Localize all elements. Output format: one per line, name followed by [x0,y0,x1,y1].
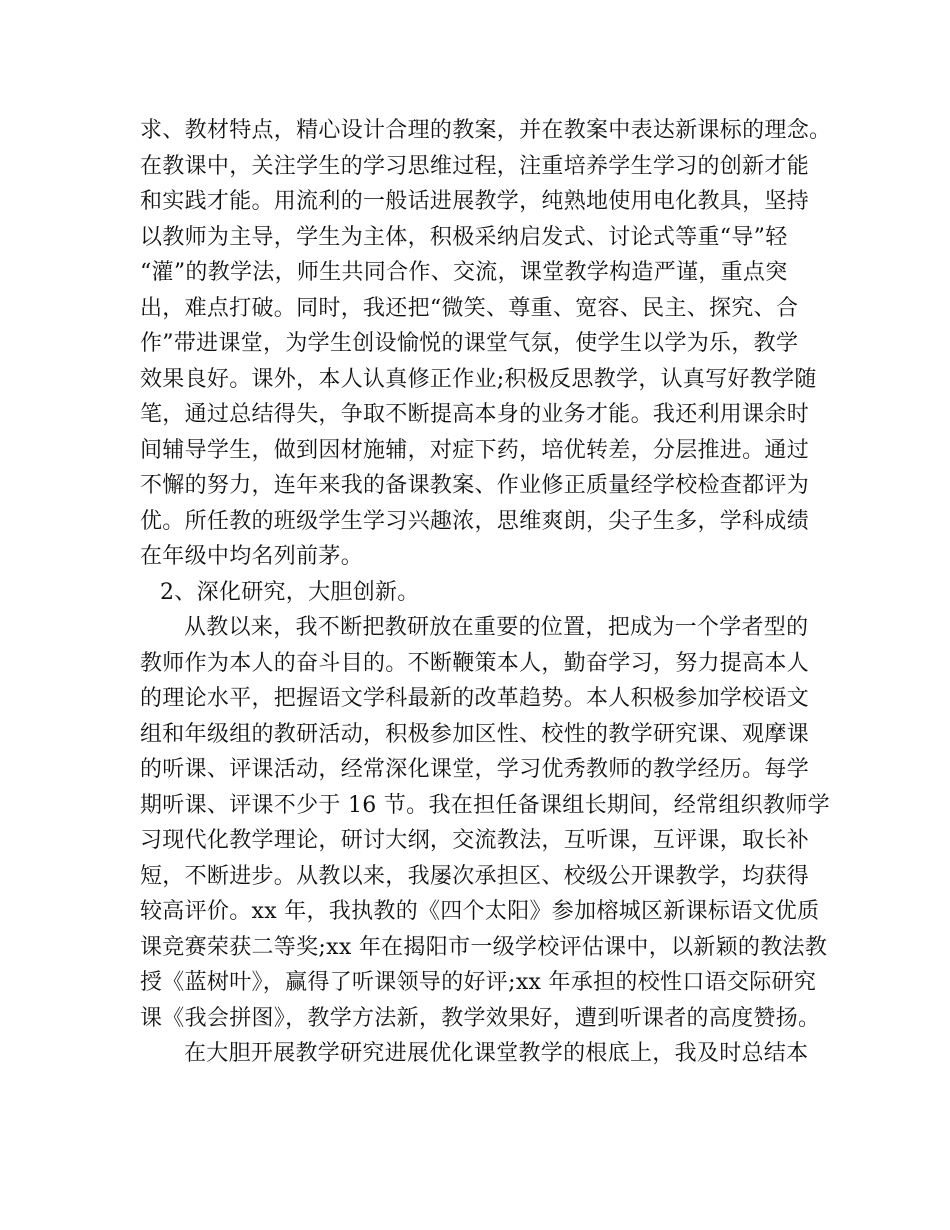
text-line: 笔，通过总结得失，争取不断提高本身的业务才能。我还利用课余时 [140,402,810,427]
text-line: 习现代化教学理论，研讨大纲，交流教法，互听课，互评课，取长补 [140,828,810,853]
text-line: 课竞赛荣获二等奖;xx 年在揭阳市一级学校评估课中，以新颖的教法教 [140,934,828,960]
text-line: 较高评价。xx 年，我执教的《四个太阳》参加榕城区新课标语文优质 [140,899,820,924]
text-line: 间辅导学生，做到因材施辅，对症下药，培优转差，分层推进。通过 [140,437,810,463]
text-line: 效果良好。课外，本人认真修正作业;积极反思教学，认真写好教学随 [140,366,817,392]
paragraph-start-line: 在大胆开展教学研究进展优化课堂教学的根底上，我及时总结本 [184,1041,809,1066]
text-line: 和实践才能。用流利的一般话进展教学，纯熟地使用电化教具，坚持 [140,189,810,214]
text-line: 在教课中，关注学生的学习思维过程，注重培养学生学习的创新才能 [140,153,810,179]
paragraph-start-line: 从教以来，我不断把教研放在重要的位置，把成为一个学者型的 [184,615,809,640]
text-line: 期听课、评课不少于 16 节。我在担任备课组长期间，经常组织教师学 [140,792,830,818]
text-line: 课《我会拼图》，教学方法新，教学效果好，遭到听课者的高度赞扬。 [140,1005,821,1031]
text-line: 授《蓝树叶》，赢得了听课领导的好评;xx 年承担的校性口语交际研究 [140,970,817,995]
text-line: 短，不断进步。从教以来，我屡次承担区、校级公开课教学，均获得 [140,863,810,889]
text-line: 的听课、评课活动，经常深化课堂，学习优秀教师的教学经历。每学 [140,757,810,782]
text-line: 组和年级组的教研活动，积极参加区性、校性的教学研究课、观摩课 [140,721,810,747]
text-line: “灌”的教学法，师生共同合作、交流，课堂教学构造严谨，重点突 [140,260,788,285]
text-line: 优。所任教的班级学生学习兴趣浓，思维爽朗，尖子生多，学科成绩 [140,508,810,534]
text-line: 不懈的努力，连年来我的备课教案、作业修正质量经学校检查都评为 [140,473,810,498]
text-line: 的理论水平，把握语文学科最新的改革趋势。本人积极参加学校语文 [140,686,810,711]
document-body [140,113,832,1072]
text-line: 求、教材特点，精心设计合理的教案，并在教案中表达新课标的理念。 [140,118,832,143]
text-line: 在年级中均名列前茅。 [140,544,364,569]
section-heading: 2、深化研究，大胆创新。 [160,579,420,605]
text-line: 以教师为主导，学生为主体，积极采纳启发式、讨论式等重“导”轻 [140,224,788,250]
text-line: 出，难点打破。同时，我还把“微笑、尊重、宽容、民主、探究、合 [140,295,799,321]
text-line: 作”带进课堂，为学生创设愉悦的课堂气氛，使学生以学为乐，教学 [140,331,799,356]
text-line: 教师作为本人的奋斗目的。不断鞭策本人，勤奋学习，努力提高本人 [140,650,810,676]
